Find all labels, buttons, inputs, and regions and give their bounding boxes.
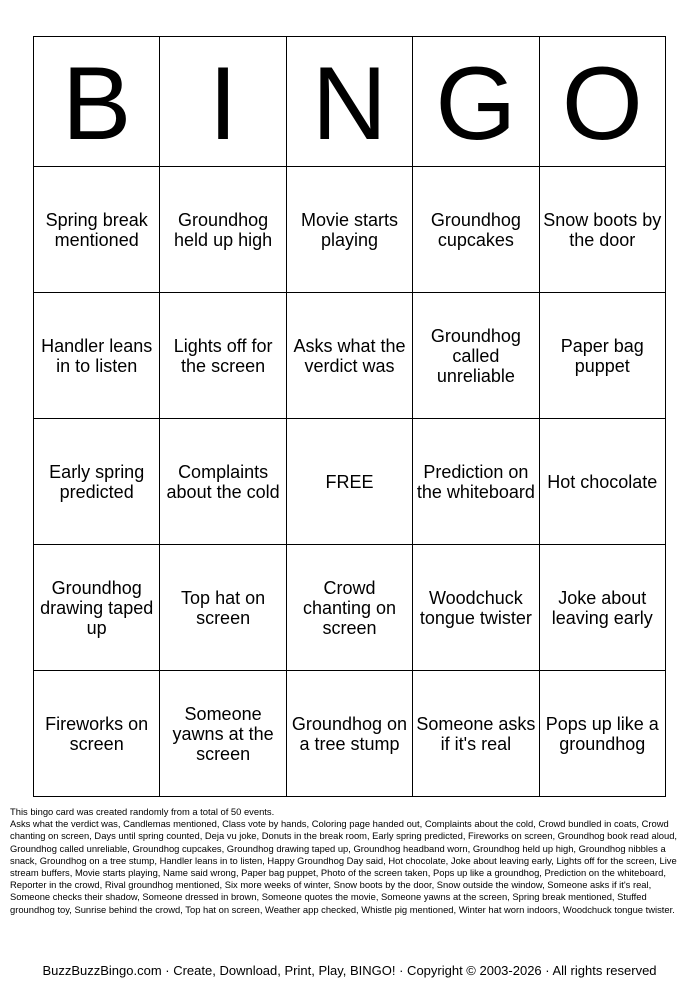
bingo-cell: Spring break mentioned [34,167,160,293]
bingo-cell: Snow boots by the door [539,167,665,293]
bingo-cell: Crowd chanting on screen [286,545,412,671]
event-list: Asks what the verdict was, Candlemas mentioned, Class vote by hands, Coloring page handed out, Complaints about the cold, Crowd bundled in coats, Crowd chanting on screen, Days until spring counted, Deja vu joke, Donuts in the break room, Early spring predicted, Fireworks on screen, Groundhog book read aloud, Groundhog called unreliable, Groundhog cupcakes, Groundhog drawing taped up, Groundhog headband worn, Groundhog held up high, Groundhog nibbles a snack, Groundhog on a tree stump, Handler leans in to listen, Happy Groundhog Day said, Hot chocolate, Joke about leaving early, Lights off for the screen, Live stream buffers, Movie starts playing, Name said wrong, Paper bag puppet, Photo of the screen taken, Pops up like a groundhog, Prediction on the whiteboard, Reporter in the crowd, Rival groundhog mentioned, Six more weeks of winter, Snow boots by the door, Snow outside the window, Someone asks if it's real, Someone checks their shadow, Someone dressed in brown, Someone quotes the movie, Someone yawns at the screen, Spring break mentioned, Stuffed groundhog toy, Sunrise behind the crowd, Top hat on screen, Weather app checked, Whistle pig mentioned, Winter hat worn indoors, Woodchuck tongue twister. [10,818,678,915]
bingo-cell: Hot chocolate [539,419,665,545]
bingo-cell: Movie starts playing [286,167,412,293]
bingo-row [34,167,666,293]
bingo-cell: Groundhog drawing taped up [34,545,160,671]
bingo-cell: Woodchuck tongue twister [413,545,539,671]
card-info [10,806,690,916]
header-letter-g: G [413,37,539,167]
bingo-cell: Paper bag puppet [539,293,665,419]
bingo-cell: Groundhog cupcakes [413,167,539,293]
bingo-row [34,671,666,797]
bingo-cell: Groundhog held up high [160,167,286,293]
bingo-card [33,36,666,797]
header-letter-i: I [160,37,286,167]
header-letter-o: O [539,37,665,167]
bingo-cell: Someone asks if it's real [413,671,539,797]
header-letter-n: N [286,37,412,167]
bingo-row [34,545,666,671]
bingo-cell: Lights off for the screen [160,293,286,419]
bingo-cell: Complaints about the cold [160,419,286,545]
bingo-cell: Top hat on screen [160,545,286,671]
footer-copyright: BuzzBuzzBingo.com · Create, Download, Print, Play, BINGO! · Copyright © 2003-2026 · All rights reserved [42,963,657,978]
bingo-header-row [34,37,666,167]
bingo-cell: Someone yawns at the screen [160,671,286,797]
bingo-cell: Handler leans in to listen [34,293,160,419]
bingo-cell: Early spring predicted [34,419,160,545]
free-space-cell: FREE [286,419,412,545]
bingo-cell: Prediction on the whiteboard [413,419,539,545]
bingo-cell: Fireworks on screen [34,671,160,797]
card-summary: This bingo card was created randomly from a total of 50 events. [10,806,275,817]
header-letter-b: B [34,37,160,167]
bingo-cell: Joke about leaving early [539,545,665,671]
bingo-row [34,419,666,545]
bingo-row [34,293,666,419]
bingo-cell: Asks what the verdict was [286,293,412,419]
bingo-cell: Groundhog called unreliable [413,293,539,419]
bingo-cell: Pops up like a groundhog [539,671,665,797]
bingo-cell: Groundhog on a tree stump [286,671,412,797]
